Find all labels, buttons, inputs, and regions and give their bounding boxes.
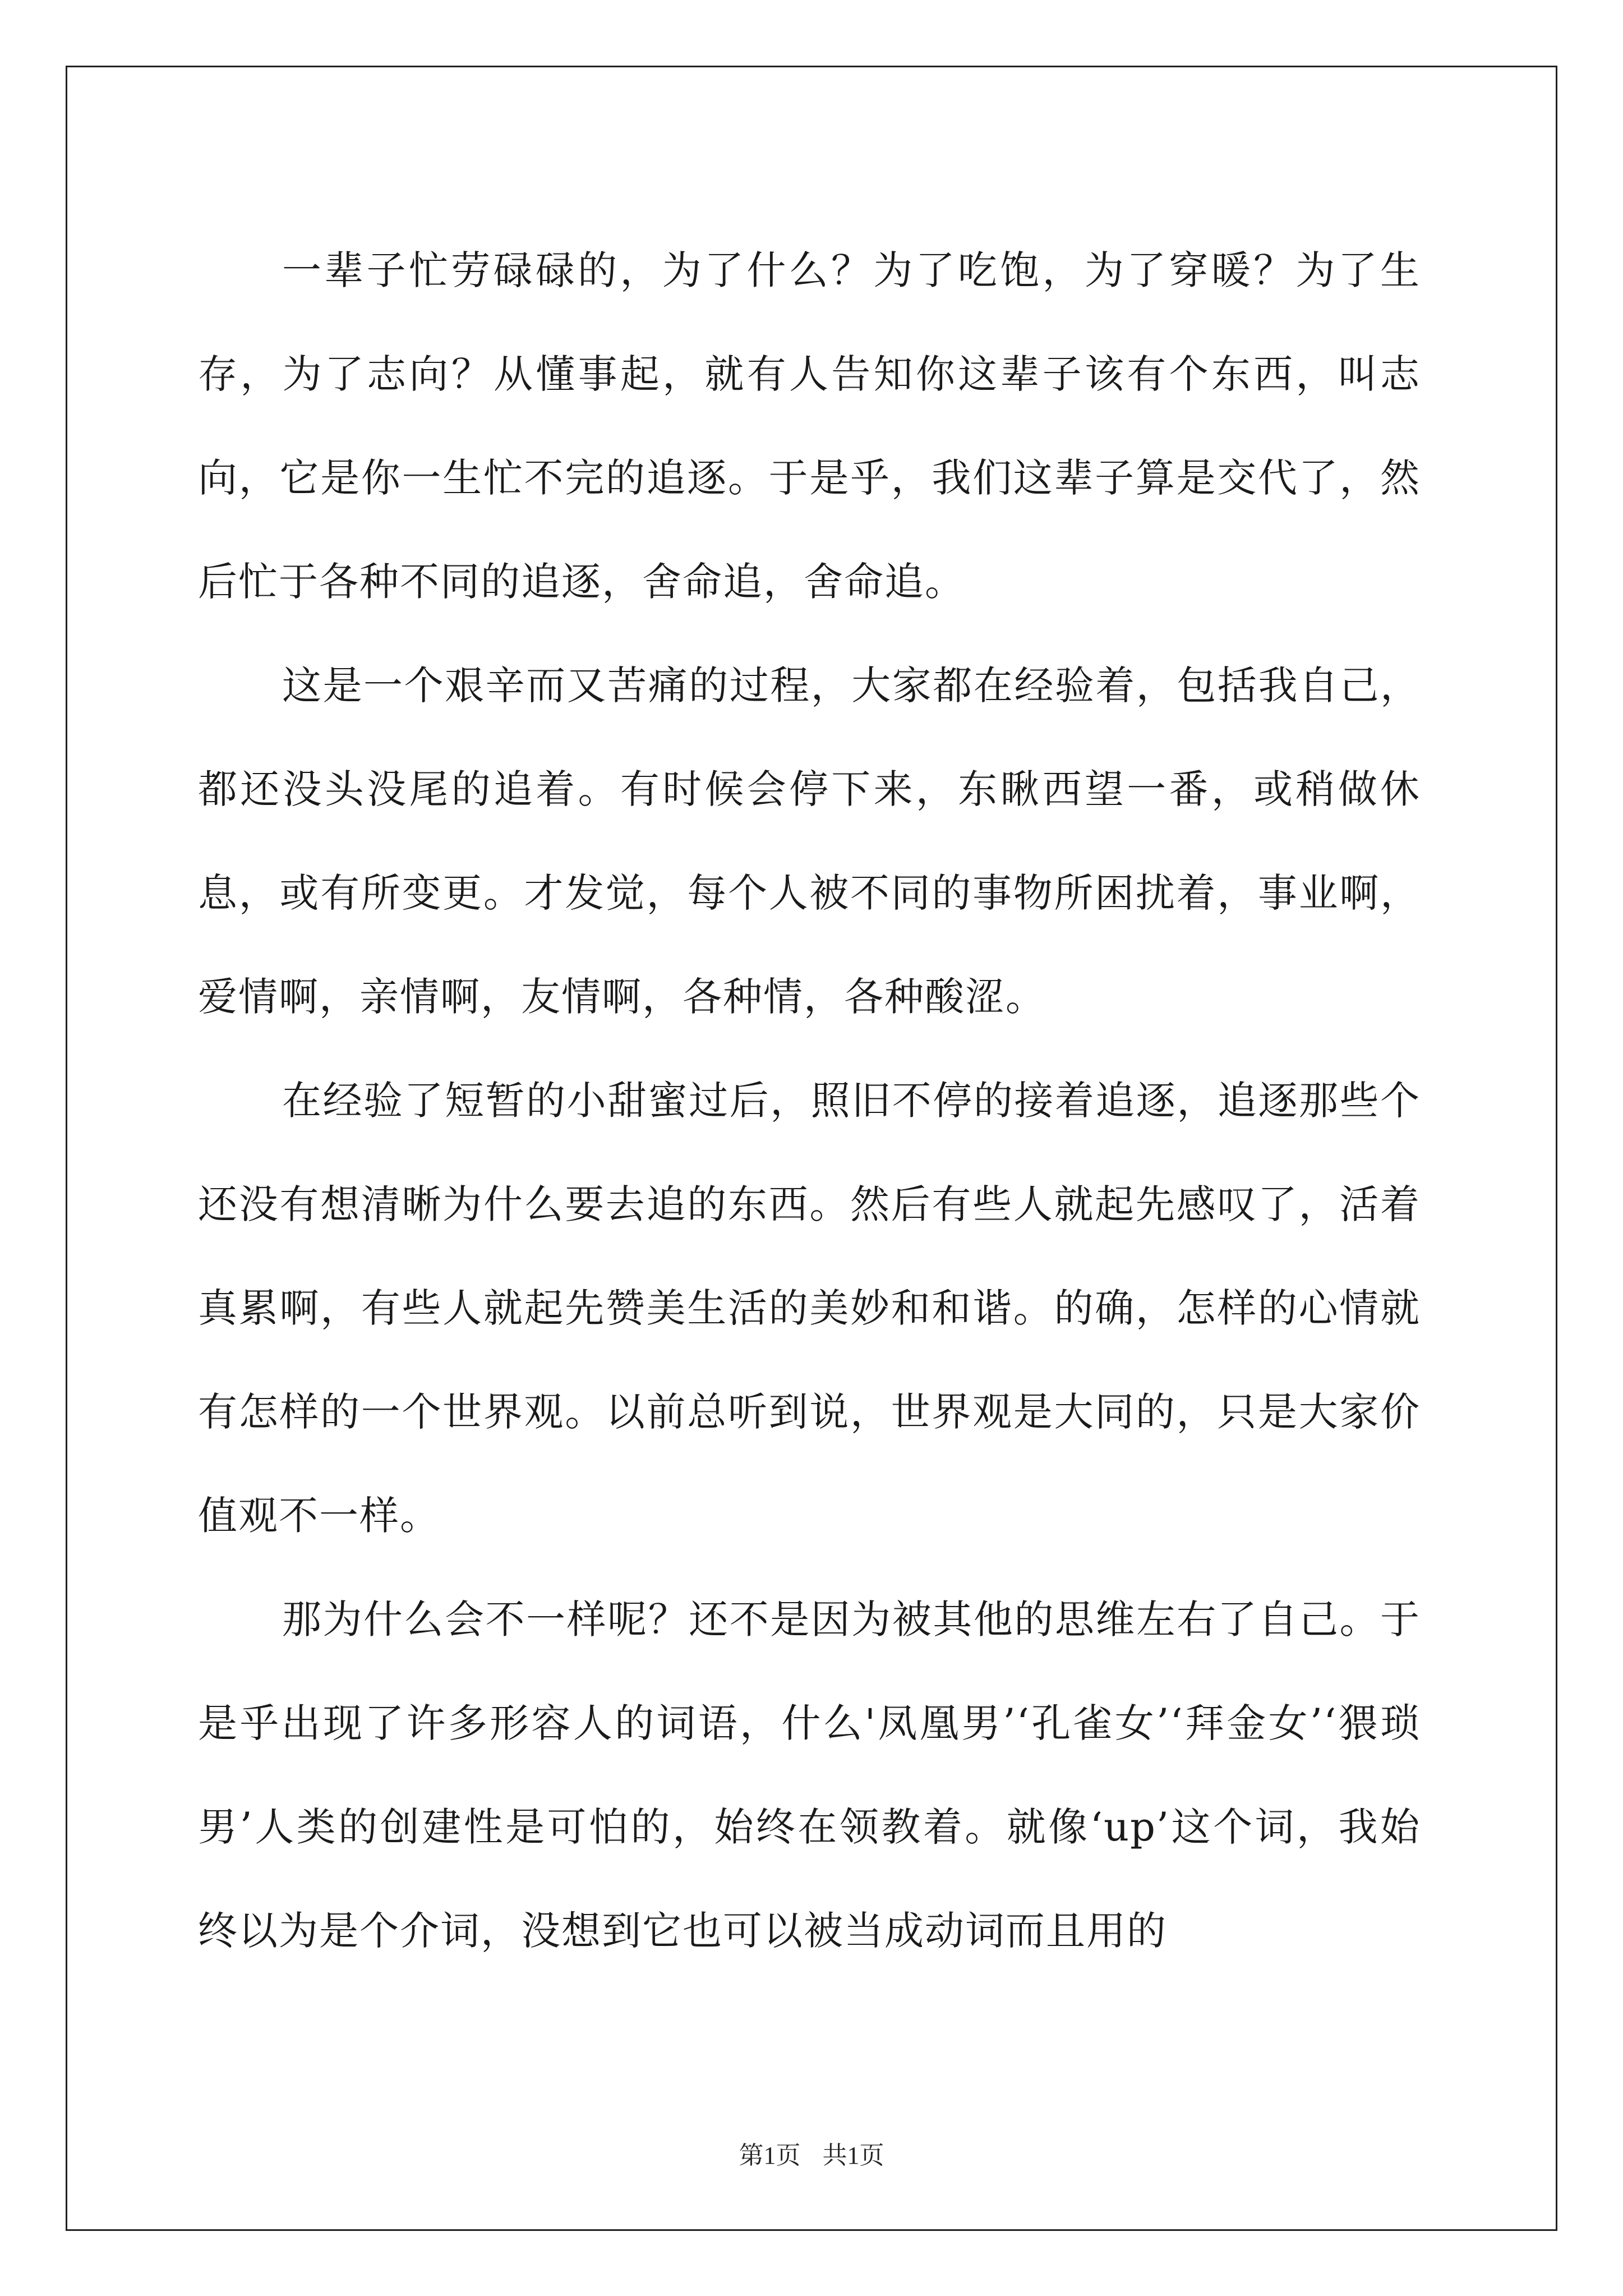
page-footer (0, 2135, 1623, 2171)
page-total: 共1页 (822, 2142, 884, 2169)
paragraph-1: 一辈子忙劳碌碌的，为了什么？为了吃饱，为了穿暖？为了生存，为了志向？从懂事起，就有人告知你这辈子该有个东西，叫志向，它是你一生忙不完的追逐。于是乎，我们这辈子算是交代了，然后忙于各种不同的追逐，舍命追，舍命追。 (198, 247, 1421, 605)
paragraph-4: 那为什么会不一样呢？还不是因为被其他的思维左右了自己。于是乎出现了许多形容人的词语，什么'凤凰男’‘孔雀女’‘拜金女’‘猥琐男’人类的创建性是可怕的，始终在领教着。就像‘up’这个词，我始终以为是个介词，没想到它也可以被当成动词而且用的 (198, 1596, 1421, 1954)
document-body (198, 219, 1421, 1983)
page-number: 第1页 (739, 2142, 801, 2169)
paragraph-3: 在经验了短暂的小甜蜜过后，照旧不停的接着追逐，追逐那些个还没有想清晰为什么要去追的东西。然后有些人就起先感叹了，活着真累啊，有些人就起先赞美生活的美妙和和谐。的确，怎样的心情就有怎样的一个世界观。以前总听到说，世界观是大同的，只是大家价值观不一样。 (198, 1078, 1421, 1539)
paragraph-2: 这是一个艰辛而又苦痛的过程，大家都在经验着，包括我自己，都还没头没尾的追着。有时候会停下来，东瞅西望一番，或稍做休息，或有所变更。才发觉，每个人被不同的事物所困扰着，事业啊，爱情啊，亲情啊，友情啊，各种情，各种酸涩。 (198, 662, 1421, 1020)
